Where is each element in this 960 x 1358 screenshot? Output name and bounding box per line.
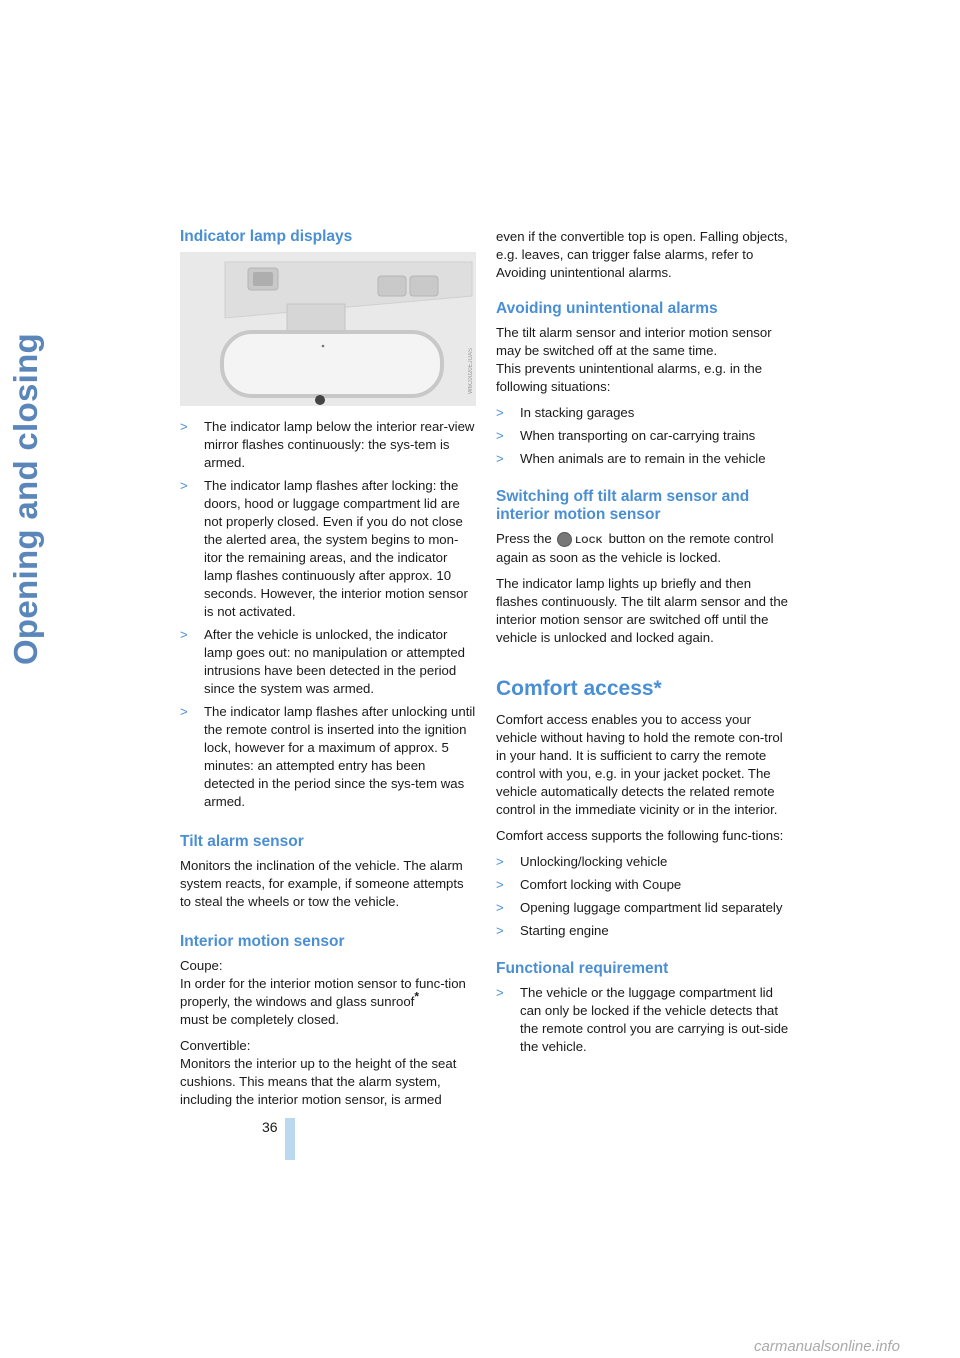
list-item: > The indicator lamp flashes after unlocking until the remote control is inserted into the ignition lock, however for a maximum of approx. 5 minutes: an attempted entry has been detected in the period since the sys-tem was armed. <box>180 704 476 809</box>
heading-indicator-lamp: Indicator lamp displays <box>180 228 353 245</box>
list-item: > After the vehicle is unlocked, the indicator lamp goes out: no manipulation or attempted intrusions have been detected in the period since the system was armed. <box>180 627 465 696</box>
lock-button-symbol: LOCK <box>557 531 603 549</box>
list-item: > When animals are to remain in the vehicle <box>496 451 766 466</box>
convertible-continued: even if the convertible top is open. Falling objects, e.g. leaves, can trigger false alarms, refer to Avoiding unintentional alarms. <box>496 229 788 280</box>
convertible-paragraph: Convertible: Monitors the interior up to the height of the seat cushions. This means that the alarm system, including the interior motion sensor, is armed <box>180 1038 457 1107</box>
avoid-paragraph: The tilt alarm sensor and interior motion sensor may be switched off at the same time. This prevents unintentional alarms, e.g. in the following situations: <box>496 325 772 394</box>
heading-comfort-access: Comfort access* <box>496 676 662 700</box>
press-lock-paragraph: Press the LOCK button on the remote control again as soon as the vehicle is locked. <box>496 531 774 565</box>
list-item: > Unlocking/locking vehicle <box>496 853 668 869</box>
heading-tilt-alarm: Tilt alarm sensor <box>180 833 304 850</box>
mirror-figure <box>180 252 476 406</box>
sidebar-chapter-title <box>6 230 46 770</box>
indicator-lamp-dot <box>315 395 325 405</box>
tilt-text: Monitors the inclination of the vehicle. The alarm system reacts, for example, if someone attempts to steal the wheels or tow the vehicle. <box>180 858 464 909</box>
comfort-intro: Comfort access enables you to access your vehicle without having to hold the remote con-trol in your hand. It is sufficient to carry the remote control with you, e.g. in your jacket pocket. The vehicle automatically detects the related remote control in the immediate vicinity or in the interior. <box>496 711 783 817</box>
comfort-functions-text: Comfort access supports the following func-tions: <box>496 827 784 843</box>
heading-switching-off: Switching off tilt alarm sensor and interior motion sensor <box>496 488 750 523</box>
heading-interior-motion: Interior motion sensor <box>180 933 345 950</box>
avoid-list <box>496 404 792 468</box>
heading-functional-requirement: Functional requirement <box>496 959 669 977</box>
comfort-list <box>496 853 792 940</box>
chapter-title-text: Opening and closing <box>7 332 44 666</box>
remote-button-icon <box>557 532 572 547</box>
list-item: > Opening luggage compartment lid separately <box>496 899 783 915</box>
heading-avoiding-alarms: Avoiding unintentional alarms <box>496 300 718 317</box>
list-item: > In stacking garages <box>496 405 635 420</box>
list-item: > The vehicle or the luggage compartment lid can only be locked if the vehicle detects that the remote control you are carrying is out-side the vehicle. <box>496 984 789 1054</box>
list-item: > When transporting on car-carrying trains <box>496 428 756 443</box>
coupe-paragraph: Coupe: In order for the interior motion sensor to func-tion properly, the windows and glass sunroof* must be completely closed. <box>180 958 466 1027</box>
footer-watermark: carmanualsonline.info <box>754 1338 900 1355</box>
list-item: > The indicator lamp below the interior rear-view mirror flashes continuously: the sys-tem is armed. <box>180 419 475 470</box>
list-item: > Starting engine <box>496 922 609 938</box>
page-number-bar <box>285 1118 295 1160</box>
list-item: > Comfort locking with Coupe <box>496 876 682 892</box>
indicator-list <box>180 418 476 811</box>
left-column <box>180 228 476 1117</box>
switch-result-text: The indicator lamp lights up briefly and then flashes continuously. The tilt alarm sensor and the interior motion sensor are switched off until the vehicle is unlocked and locked again. <box>496 575 788 645</box>
list-item: > The indicator lamp flashes after locking: the doors, hood or luggage compartment lid are not properly closed. Even if you do not close the alerted area, the system begins to mon-itor the remaining areas, and the indicator lamp flashes continuously after approx. 10 seconds. However, the interior motion sensor is not activated. <box>180 478 468 619</box>
page-number: 36 <box>262 1119 278 1135</box>
interior-mirror-illustration <box>180 252 476 406</box>
figure-code: W6C0020EJUAS <box>468 348 474 395</box>
right-column <box>496 228 792 1064</box>
functional-list <box>496 984 792 1056</box>
